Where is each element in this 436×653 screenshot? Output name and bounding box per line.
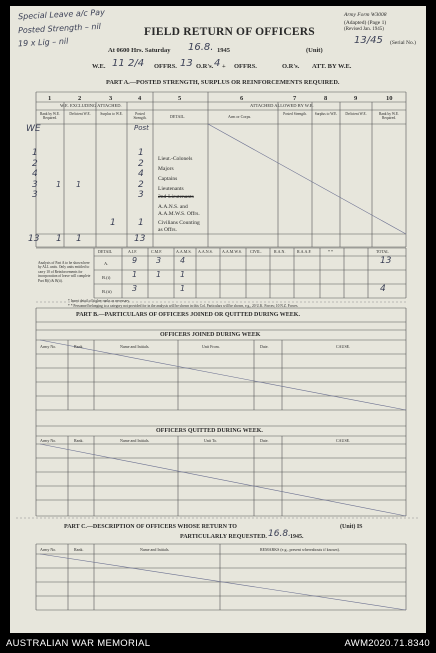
pc-head-army-no: Army No. — [40, 547, 57, 552]
pc-head-name: Name and Initials. — [140, 547, 170, 552]
hw-col1-r5: 3 — [32, 190, 38, 200]
joined-head-unit: Unit From. — [202, 344, 220, 349]
form-title: FIELD RETURN OF OFFICERS — [144, 26, 315, 38]
hw-col1-r2: 2 — [32, 159, 38, 169]
an-row-bi: B.(i) — [102, 275, 111, 280]
hw-total-4: 13 — [134, 234, 146, 244]
part-c-unit: (Unit) IS — [340, 524, 363, 530]
detail-aans: A.A.N.S. and — [158, 204, 188, 210]
serial-number: 13/45 — [354, 35, 383, 46]
detail-lt-colonels: Lieut.-Colonels — [158, 156, 193, 162]
col-num-9: 9 — [354, 95, 358, 102]
an-hw-a3: 4 — [180, 256, 186, 265]
detail-aamws: A.A.M.W.S. Offrs. — [158, 211, 200, 217]
quitted-head-cause: CAUSE. — [336, 438, 351, 443]
col-head-6: Arm or Corps. — [228, 114, 252, 119]
quitted-head-army-no: Army No. — [40, 438, 57, 443]
an-head-other: * * — [328, 249, 333, 254]
handwritten-note-1: Special Leave a/c Pay — [17, 7, 106, 22]
part-c-line2: PARTICULARLY REQUESTED. — [180, 534, 267, 540]
joined-title: OFFICERS JOINED DURING WEEK — [160, 332, 261, 338]
hw-col4-r4: 2 — [138, 180, 144, 190]
hw-col2-r4: 1 — [56, 180, 62, 189]
an-head-aams: A.A.M.S. — [176, 249, 192, 254]
an-head-raaf: R.A.A.F. — [297, 249, 312, 254]
hw-col1-r3: 4 — [32, 169, 38, 179]
quitted-head-name: Name and Initials. — [120, 438, 150, 443]
col-num-3: 3 — [109, 95, 113, 102]
an-head-total: TOTAL — [376, 249, 389, 254]
at-time: At 0600 Hrs. Saturday — [108, 47, 171, 54]
footnote-1: * Insert detail of higher ranks as necessary. — [68, 299, 130, 303]
hw-col1-r4: 3 — [32, 180, 38, 190]
part-a-title: PART A.—POSTED STRENGTH, SURPLUS OR REINFORCEMENTS REQUIRED. — [106, 79, 340, 86]
an-hw-a-total: 13 — [380, 256, 392, 266]
at-date: 16.8. — [188, 42, 214, 53]
quitted-title: OFFICERS QUITTED DURING WEEK. — [156, 428, 263, 434]
footer-institution: AUSTRALIAN WAR MEMORIAL — [6, 638, 151, 649]
col-num-6: 6 — [240, 95, 244, 102]
hw-col3-r4: 1 — [76, 180, 82, 189]
hw-col4-r2: 2 — [138, 159, 144, 169]
pc-head-remarks: REMARKS (e.g., present whereabouts if known). — [260, 547, 340, 552]
handwritten-note-2: Posted Strength – nil — [17, 21, 102, 36]
col-num-5: 5 — [178, 95, 182, 102]
an-head-ran: R.A.N. — [274, 249, 286, 254]
part-c-title: PART C.—DESCRIPTION OF OFFICERS WHOSE RETURN TO — [64, 524, 237, 530]
detail-captains: Captains — [158, 176, 178, 182]
attached-heading: ATTACHED ALLOWED BY W.E. — [250, 103, 314, 108]
hw-col1-r1: 1 — [32, 148, 38, 158]
hw-total-3: 1 — [76, 234, 82, 244]
an-hw-bii1: 3 — [132, 284, 138, 293]
an-head-aif: A.I.F. — [128, 249, 138, 254]
joined-head-name: Name and Initials. — [120, 344, 150, 349]
col-num-2: 2 — [78, 95, 82, 102]
at-year: 1945 — [217, 47, 230, 54]
an-head-aans: A.A.N.S. — [198, 249, 213, 254]
an-row-bii: B.(ii) — [102, 289, 112, 294]
hw-total-1: 13 — [28, 234, 40, 244]
hw-col4-r1: 1 — [138, 148, 144, 158]
col-head-9: Deficient W.E. — [345, 112, 367, 116]
col-head-3: Surplus to W.E. — [100, 112, 123, 116]
an-head-cmf: C.M.F. — [151, 249, 163, 254]
an-hw-bii2: 1 — [180, 284, 186, 293]
offrs-label-2: OFFRS. — [234, 63, 257, 70]
hw-extra-2: 1 — [138, 218, 144, 228]
part-c-date: 16.8. — [268, 529, 291, 539]
we-label: W.E. — [92, 63, 106, 70]
att-label: ATT. BY W.E. — [312, 63, 352, 70]
joined-head-date: Date. — [260, 344, 269, 349]
we-value: 11 — [112, 58, 125, 69]
footnote-2: * * Personnel belonging to a category not provided for in the analysis will be shown in this Col. Particulars will be shown, e.g., 20 U.K. Forces; 10 N.Z. Forces. — [68, 304, 299, 308]
col-head-1: Rank by W.E. Required. — [40, 112, 60, 120]
an-hw-bi1: 1 — [132, 270, 138, 279]
detail-2nd-lieutenants: 2nd-Lieutenants — [158, 194, 194, 200]
hw-total-2: 1 — [56, 234, 62, 244]
ors-label: O.R's. — [196, 63, 214, 70]
form-ref-3: (Revised Jan. 1945) — [344, 27, 384, 32]
offrs-label: OFFRS. — [154, 63, 177, 70]
ors-value: 4 — [214, 58, 221, 69]
form-ref-1: Army Form W3008 — [344, 12, 387, 18]
hw-extra-1: 1 — [110, 218, 116, 228]
handwritten-note-3: 19 x Lig – nil — [17, 36, 69, 49]
an-hw-a2: 3 — [156, 256, 162, 265]
col-head-7: Posted Strength. — [283, 112, 307, 116]
form-ref-2: (Adapted) (Page 1) — [344, 20, 387, 26]
an-hw-a1: 9 — [132, 256, 138, 265]
detail-civilians: Civilians Counting — [158, 220, 200, 226]
we-fraction: 2/4 — [128, 58, 145, 69]
col-head-4: Posted Strength. — [133, 112, 147, 120]
an-head-aamws: A.A.M.W.S. — [222, 249, 242, 254]
col-num-7: 7 — [293, 95, 297, 102]
an-head-detail: DETAIL — [98, 249, 113, 254]
an-hw-bi3: 1 — [180, 270, 186, 279]
detail-lieutenants: Lieutenants — [158, 186, 184, 192]
an-hw-bii-total: 4 — [380, 284, 386, 294]
hw-col4-r3: 4 — [138, 169, 144, 179]
col-num-1: 1 — [48, 95, 52, 102]
analysis-note: Analysis of Part A to be shown here by ALL units. Only units entitled to carry 10 of Reinforcements for incorporation of leave will complete Part B(i) & B(ii). — [38, 261, 91, 283]
an-hw-bi2: 1 — [156, 270, 162, 279]
footer-accession: AWM2020.71.8340 — [344, 638, 430, 649]
quitted-head-rank: Rank. — [74, 438, 84, 443]
col-num-4: 4 — [138, 95, 142, 102]
pc-head-rank: Rank. — [74, 547, 84, 552]
col-num-10: 10 — [386, 95, 393, 102]
serial-label: (Serial No.) — [390, 40, 416, 46]
quitted-head-date: Date. — [260, 438, 269, 443]
col-head-5: DETAIL. — [170, 114, 186, 119]
col-head-10: Rank by W.E. Required. — [379, 112, 399, 120]
detail-as-offrs: as Offrs. — [158, 227, 177, 233]
hw-col4-label: Post — [134, 124, 149, 132]
hw-col1-label: WE — [26, 124, 41, 134]
part-b-title: PART B.—PARTICULARS OF OFFICERS JOINED OR QUITTED DURING WEEK. — [76, 312, 300, 318]
we-excluding-heading: W.E. EXCLUDING ATTACHED. — [60, 103, 122, 108]
an-row-a: A. — [104, 261, 109, 266]
unit-label: (Unit) — [306, 47, 323, 54]
an-head-civil: CIVIL. — [250, 249, 262, 254]
archive-footer — [0, 633, 436, 653]
col-num-8: 8 — [324, 95, 328, 102]
joined-head-rank: Rank. — [74, 344, 84, 349]
quitted-head-unit: Unit To. — [204, 438, 218, 443]
joined-head-cause: CAUSE. — [336, 344, 351, 349]
col-head-8: Surplus to W.E. — [314, 112, 338, 116]
form-sheet — [10, 6, 426, 633]
part-c-year: 1945. — [290, 534, 304, 540]
col-head-2: Deficient W.E. — [69, 112, 91, 116]
plus-sign: + — [222, 63, 226, 70]
ors-label-2: O.R's. — [282, 63, 300, 70]
hw-col4-r5: 3 — [138, 190, 144, 200]
joined-head-army-no: Army No. — [40, 344, 57, 349]
detail-majors: Majors — [158, 166, 174, 172]
offrs-value: 13 — [180, 58, 193, 69]
